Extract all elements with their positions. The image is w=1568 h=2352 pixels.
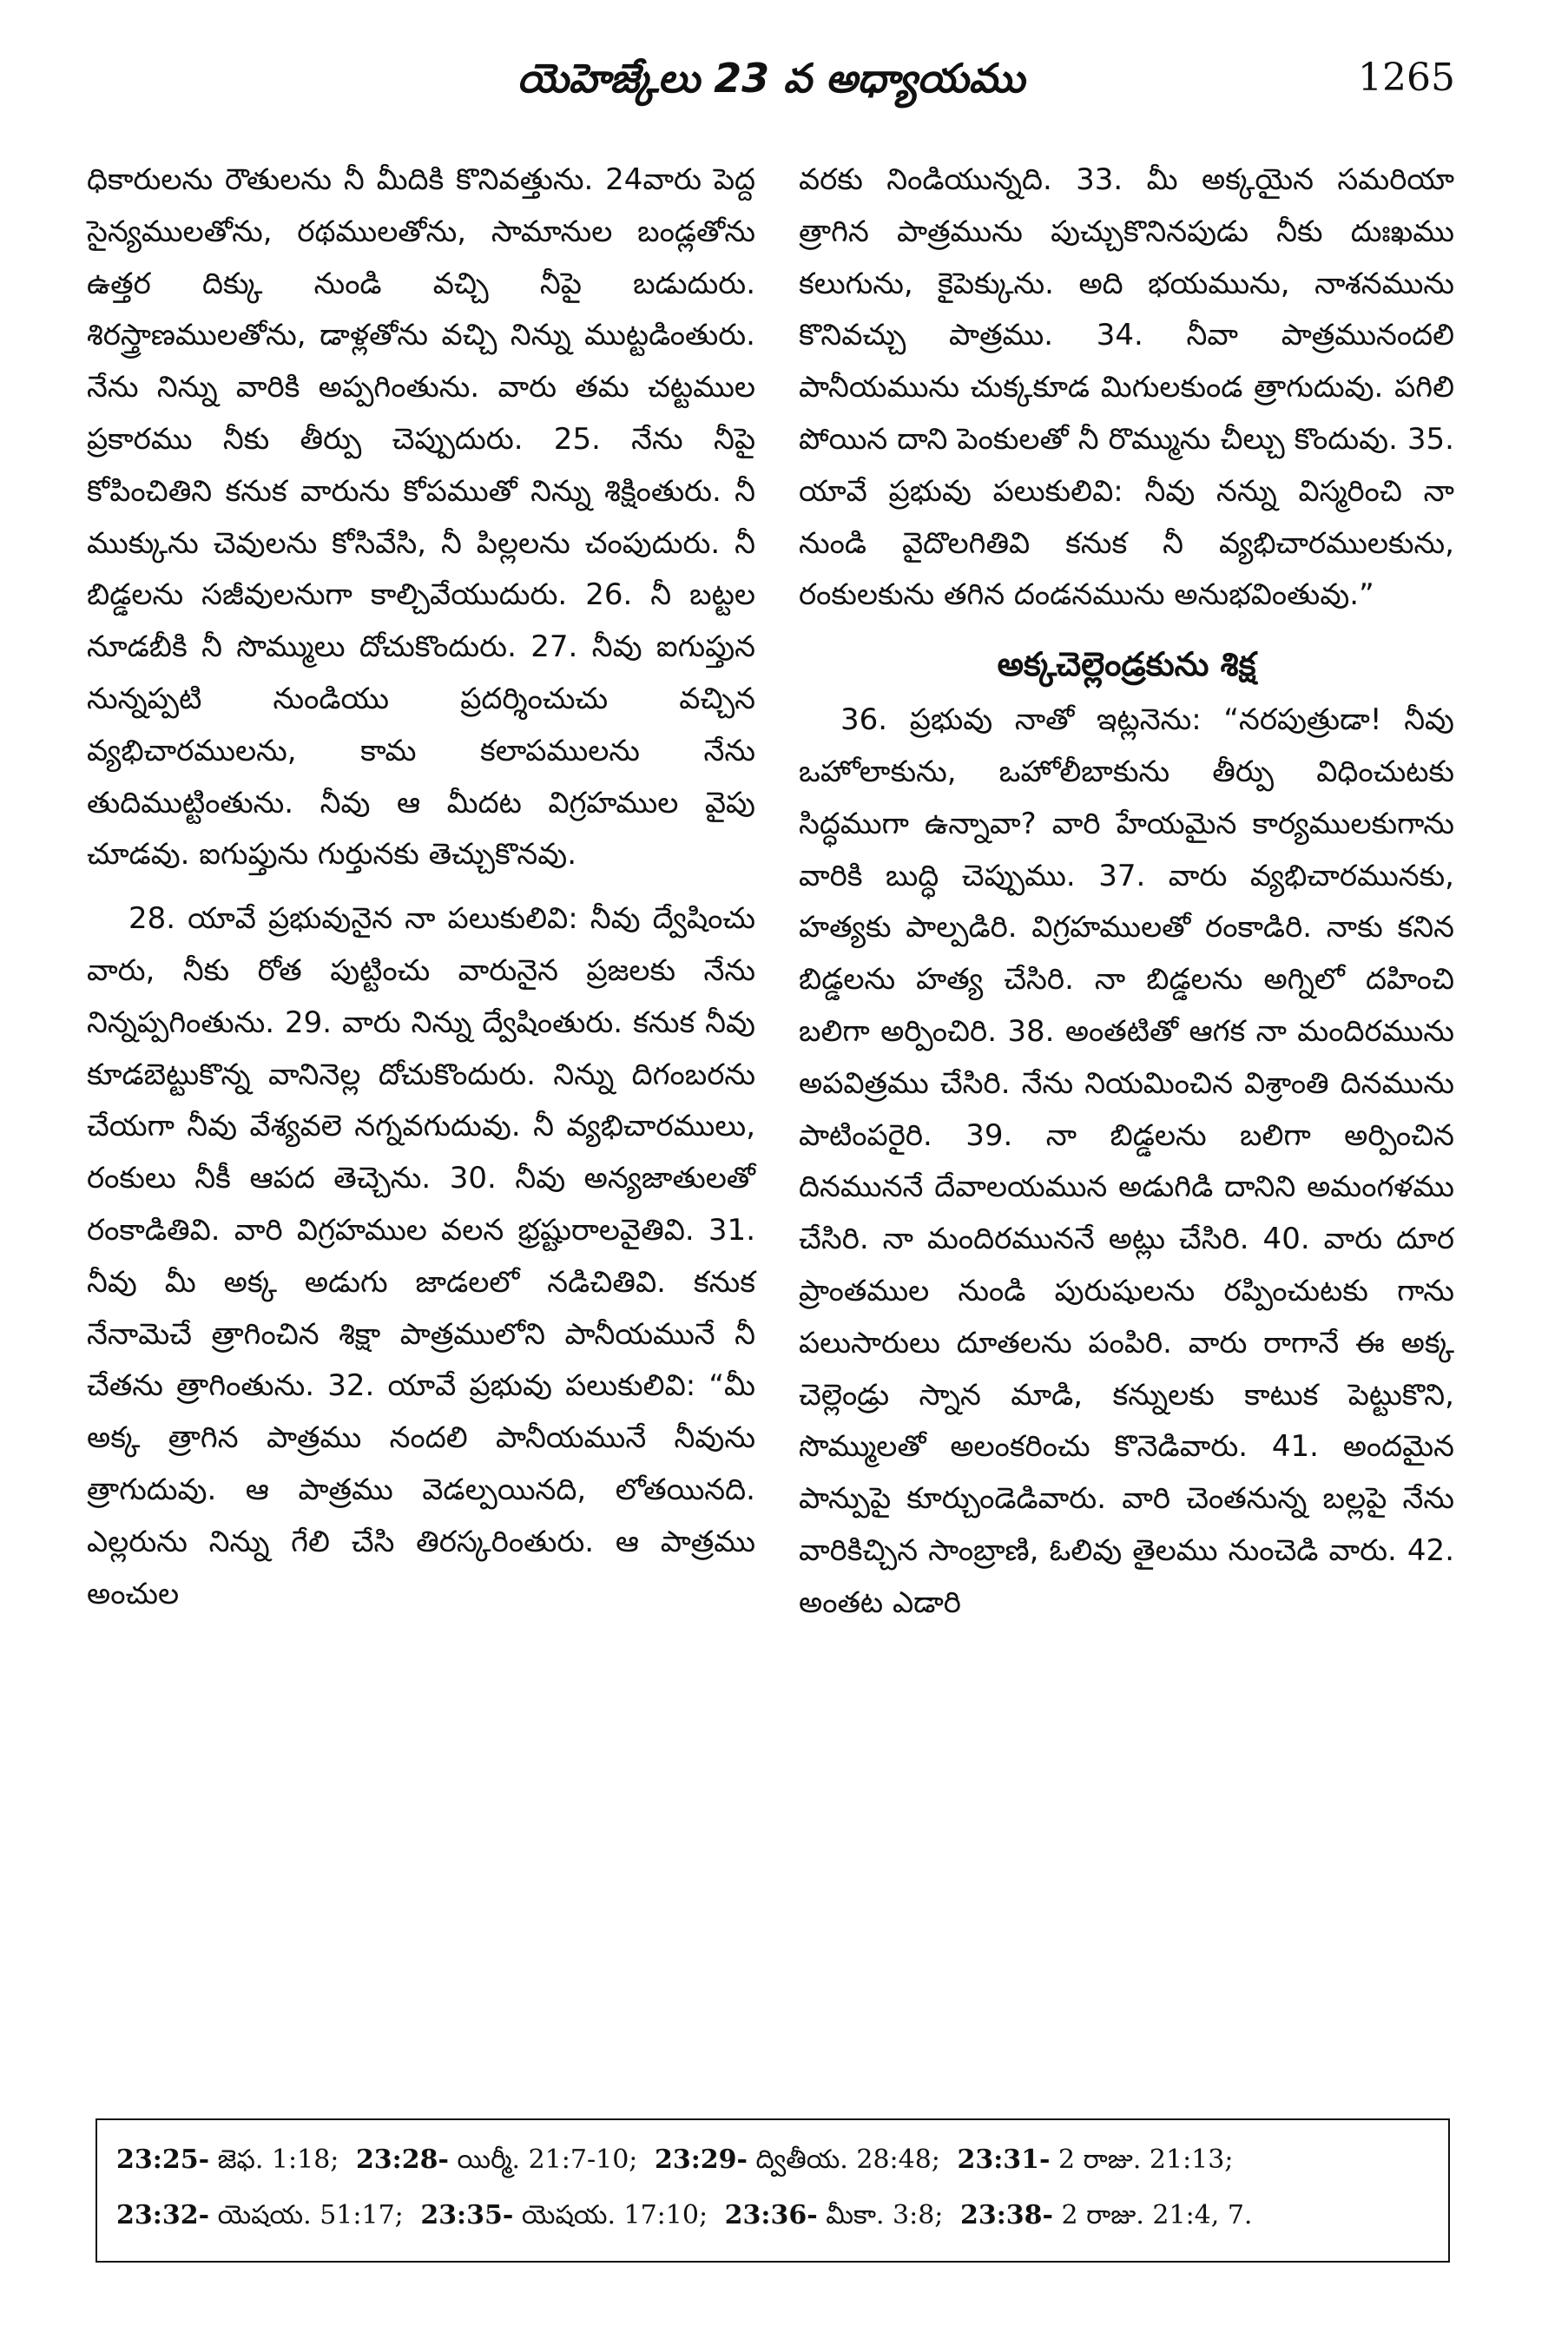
cross-reference [356,2144,637,2175]
cross-reference [116,2144,339,2175]
verse-paragraph: 28. యావే ప్రభువునైన నా పలుకులివి: నీవు ద్వేషించు వారు, నీకు రోత పుట్టించు వారునైన ప్రజలకు నేను నిన్నప్పగింతును. 29. వారు నిన్ను ద్వేషింతురు. కనుక నీవు కూడబెట్టుకొన్న వానినెల్ల దోచుకొందురు. నిన్ను దిగంబరను చేయగా నీవు వేశ్యవలె నగ్నవగుదువు. నీ వ్యభిచారములు, రంకులు నీకీ ఆపద తెచ్చెను. 30. నీవు అన్యజాతులతో రంకాడితివి. వారి విగ్రహముల వలన భ్రష్టురాలవైతివి. 31. నీవు మీ అక్క అడుగు జాడలలో నడిచితివి. కనుక నేనామెచే త్రాగించిన శిక్షా పాత్రములోని పానీయమునే నీ చేతను త్రాగింతును. 32. యావే ప్రభువు పలుకులివి: “మీ అక్క త్రాగిన పాత్రము నందలి పానీయమునే నీవును త్రాగుదువు. ఆ పాత్రము వెడల్పయినది, లోతయినది. ఎల్లరును నిన్ను గేలి చేసి తిరస్కరింతురు. ఆ పాత్రము అంచుల [87,901,755,1611]
cross-reference-verse: 23:35- [420,2200,514,2230]
cross-reference-box [96,2118,1450,2263]
cross-reference [655,2144,940,2175]
cross-reference-verse: 23:28- [355,2144,449,2175]
cross-reference-verse: 23:31- [957,2144,1051,2175]
right-column [799,155,1454,1630]
chapter-title: యెహెజ్కేలు 23 వ అధ్యాయము [517,55,1025,102]
cross-reference-verse: 23:36- [724,2200,818,2230]
cross-reference-verse: 23:32- [116,2200,210,2230]
cross-reference-target: ద్వితీయ. 28:48; [755,2144,940,2175]
cross-reference [420,2200,708,2230]
cross-reference [725,2200,944,2230]
running-head [87,43,1455,113]
verse-paragraph: 36. ప్రభువు నాతో ఇట్లనెను: “నరపుత్రుడా! నీవు ఒహోలాకును, ఒహోలీబాకును తీర్పు విధించుటకు సిద్ధముగా ఉన్నావా? వారి హేయమైన కార్యములకుగాను వారికి బుద్ధి చెప్పుము. 37. వారు వ్యభిచారమునకు, హత్యకు పాల్పడిరి. విగ్రహములతో రంకాడిరి. నాకు కనిన బిడ్డలను హత్య చేసిరి. నా బిడ్డలను అగ్నిలో దహించి బలిగా అర్పించిరి. 38. అంతటితో ఆగక నా మందిరమును అపవిత్రము చేసిరి. నేను నియమించిన విశ్రాంతి దినమును పాటింపరైరి. 39. నా బిడ్డలను బలిగా అర్పించిన దినముననే దేవాలయమున అడుగిడి దానిని అమంగళము చేసిరి. నా మందిరముననే అట్లు చేసిరి. 40. వారు దూర ప్రాంతముల నుండి పురుషులను రప్పించుటకు గాను పలుసారులు దూతలను పంపిరి. వారు రాగానే ఈ అక్క చెల్లెండ్రు స్నాన మాడి, కన్నులకు కాటుక పెట్టుకొని, సొమ్ములతో అలంకరించు కొనెడివారు. 41. అందమైన పాన్పుపై కూర్చుండెడివారు. వారి చెంతనున్న బల్లపై నేను వారికిచ్చిన సాంబ్రాణి, ఓలివు తైలము నుంచెడి వారు. 42. అంతట ఎడారి [799,702,1454,1620]
cross-reference-target: 2 రాజు. 21:4, 7. [1061,2200,1253,2230]
cross-reference-verse: 23:29- [654,2144,748,2175]
cross-reference-line [116,2188,1429,2243]
section-heading: అక్కచెల్లెండ్రకును శిక్ష [997,645,1256,684]
cross-reference-target: 2 రాజు. 21:13; [1058,2144,1234,2175]
cross-reference-target: జెఫ. 1:18; [217,2144,339,2175]
cross-reference [957,2144,1233,2175]
verse-paragraph: ధికారులను రౌతులను నీ మీదికి కొనివత్తును. 24వారు పెద్ద సైన్యములతోను, రథములతోను, సామానుల బండ్లతోను ఉత్తర దిక్కు నుండి వచ్చి నీపై బడుదురు. శిరస్త్రాణములతోను, డాళ్లతోను వచ్చి నిన్ను ముట్టడింతురు. నేను నిన్ను వారికి అప్పగింతును. వారు తమ చట్టముల ప్రకారము నీకు తీర్పు చెప్పుదురు. 25. నేను నీపై కోపించితిని కనుక వారును కోపముతో నిన్ను శిక్షింతురు. నీ ముక్కును చెవులను కోసివేసి, నీ పిల్లలను చంపుదురు. నీ బిడ్డలను సజీవులనుగా కాల్చివేయుదురు. 26. నీ బట్టల నూడబీకి నీ సొమ్ములు దోచుకొందురు. 27. నీవు ఐగుప్తున నున్నప్పటి నుండియు ప్రదర్శించుచు వచ్చిన వ్యభిచారములను, కామ కలాపములను నేను తుదిముట్టింతును. నీవు ఆ మీదట విగ్రహముల వైపు చూడవు. ఐగుప్తును గుర్తునకు తెచ్చుకొనవు. [87,162,756,873]
cross-reference [116,2200,404,2230]
cross-reference-target: మీకా. 3:8; [826,2200,944,2230]
cross-reference-target: యెషయ. 17:10; [521,2200,708,2230]
cross-reference-verse: 23:38- [959,2200,1053,2230]
cross-reference-line [116,2132,1429,2188]
cross-reference-target: యెషయ. 51:17; [217,2200,404,2230]
verse-paragraph: వరకు నిండియున్నది. 33. మీ అక్కయైన సమరియా త్రాగిన పాత్రమును పుచ్చుకొనినపుడు నీకు దుఃఖము కలుగును, కైపెక్కును. అది భయమును, నాశనమును కొనివచ్చు పాత్రము. 34. నీవా పాత్రమునందలి పానీయమును చుక్కకూడ మిగులకుండ త్రాగుదువు. పగిలి పోయిన దాని పెంకులతో నీ రొమ్మును చీల్చు కొందువు. 35. యావే ప్రభువు పలుకులివి: నీవు నన్ను విస్మరించి నా నుండి వైదొలగితివి కనుక నీ వ్యభిచారములకును, రంకులకును తగిన దండనమును అనుభవింతువు.” [799,162,1454,613]
left-column [87,155,755,1620]
cross-reference-target: యిర్మీ. 21:7-10; [457,2144,638,2175]
cross-reference [960,2200,1253,2230]
page-number: 1265 [1358,56,1455,100]
cross-reference-verse: 23:25- [116,2144,210,2175]
